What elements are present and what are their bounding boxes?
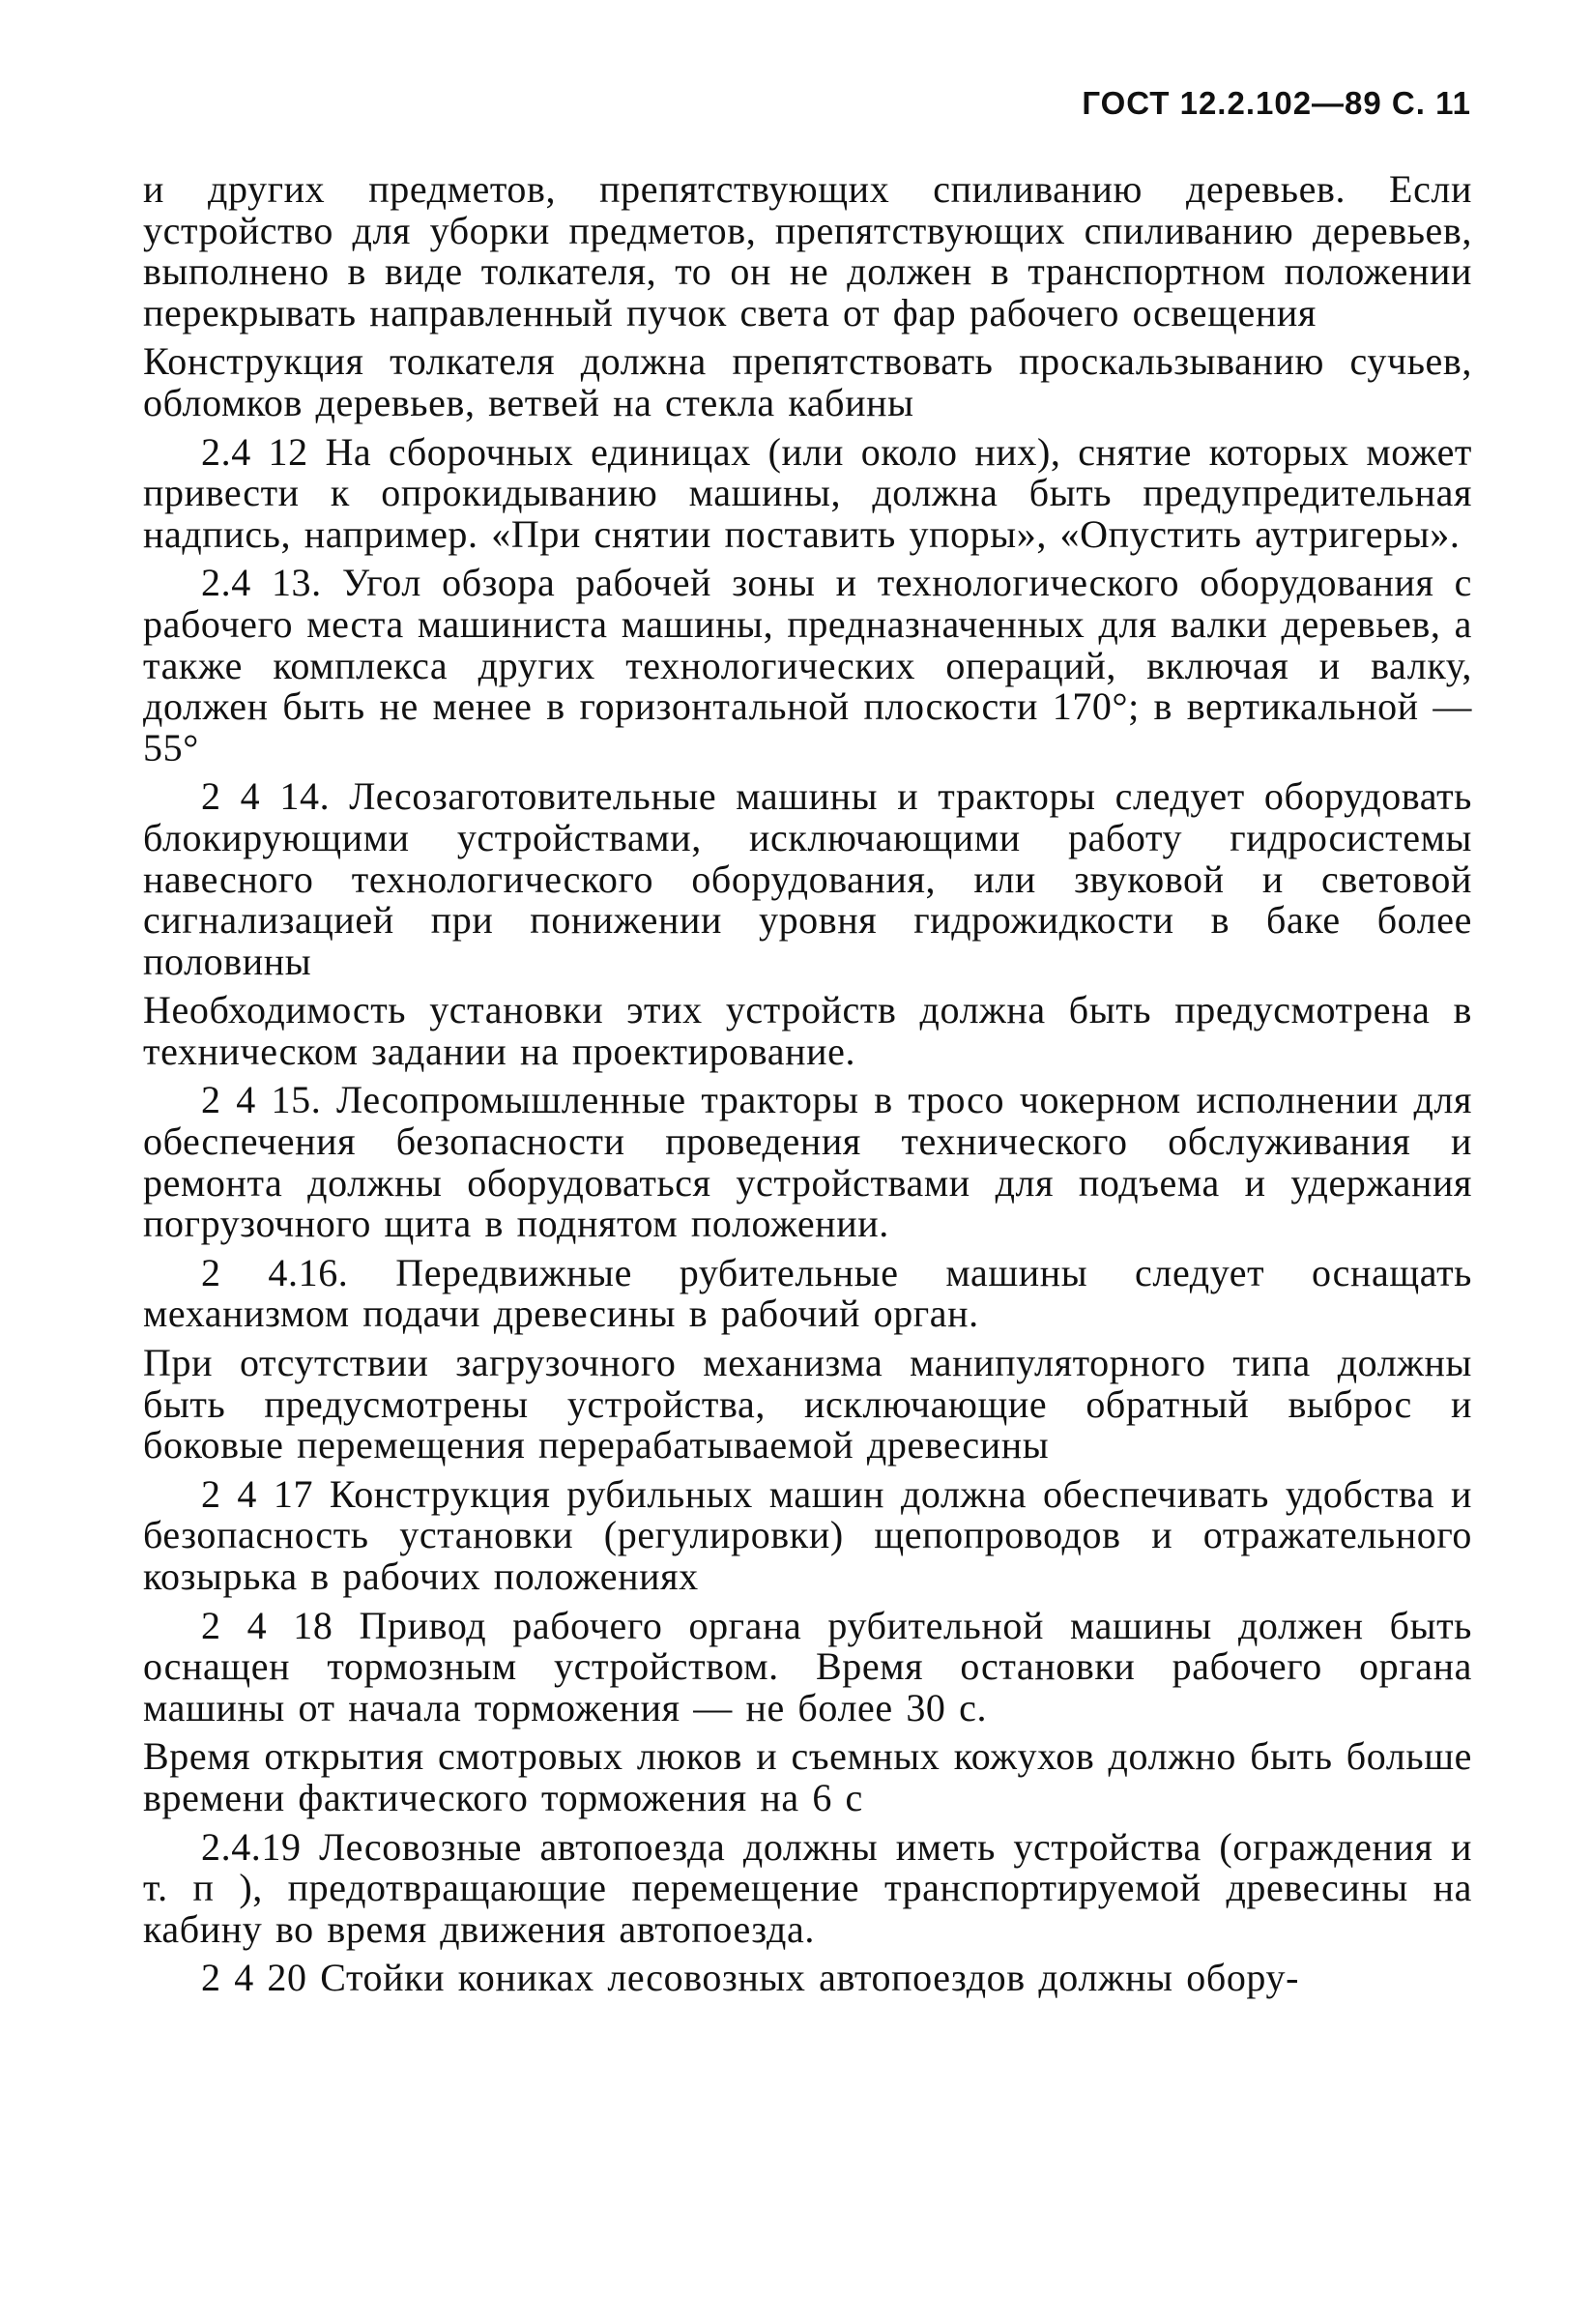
paragraph-2-4-13: 2.4 13. Угол обзора рабочей зоны и технологического оборудования с рабочего места машиниста машины, предназначенных для валки деревьев, а также комплекса других технологических операций, включая и валку, должен быть не менее в горизонтальной плоскости 170°; в вертикальной — 55° <box>143 561 1472 770</box>
paragraph-2-4-18: 2 4 18 Привод рабочего органа рубительной машины должен быть оснащен тормозным устройством. Время остановки рабочего органа машины от начала торможения — не более 30 с. <box>143 1603 1472 1729</box>
body-text <box>143 169 1472 2007</box>
paragraph-2-4-20: 2 4 20 Стойки кониках лесовозных автопоездов должны обору- <box>201 1956 1300 2000</box>
paragraph-2-4-17: 2 4 17 Конструкция рубильных машин должна обеспечивать удобства и безопасность установки (регулировки) щепопроводов и отражательного козырька в рабочих положениях <box>143 1471 1472 1598</box>
paragraph-2-4-14: 2 4 14. Лесозаготовительные машины и тракторы следует оборудовать блокирующими устройствами, исключающими работу гидросистемы навесного технологического оборудования, или звуковой и световой сигнализацией при понижении уровня гидрожидкости в баке более половины <box>143 774 1472 983</box>
paragraph-2-4-15: 2 4 15. Лесопромышленные тракторы в тросо чокерном исполнении для обеспечения безопасности проведения технического обслуживания и ремонта должны оборудоваться устройствами для подъема и удержания погрузочного щита в поднятом положении. <box>143 1078 1472 1246</box>
paragraph-continuation: и других предметов, препятствующих спиливанию деревьев. Если устройство для уборки предметов, препятствующих спиливанию деревьев, выполнено в виде толкателя, то он не должен в транспортном положении перекрывать направленный пучок света от фар рабочего освещения <box>143 167 1472 334</box>
paragraph-necessity: Необходимость установки этих устройств должна быть предусмотрена в техническом задании на проектирование. <box>143 988 1472 1073</box>
paragraph-pusher-design: Конструкция толкателя должна препятствовать проскальзыванию сучьев, обломков деревьев, ветвей на стекла кабины <box>143 339 1472 424</box>
paragraph-2-4-16: 2 4.16. Передвижные рубительные машины следует оснащать механизмом подачи древесины в рабочий орган. <box>143 1250 1472 1336</box>
paragraph-2-4-12: 2.4 12 На сборочных единицах (или около них), снятие которых может привести к опрокидыванию машины, должна быть предупредительная надпись, например. «При снятии поставить упоры», «Опустить аутригеры». <box>143 429 1472 556</box>
paragraph-loading-mechanism: При отсутствии загрузочного механизма манипуляторного типа должны быть предусмотрены устройства, исключающие обратный выброс и боковые перемещения перерабатываемой древесины <box>143 1341 1472 1467</box>
paragraph-2-4-19: 2.4.19 Лесовозные автопоезда должны иметь устройства (ограждения и т. п ), предотвращающие перемещение транспортируемой древесины на кабину во время движения автопоезда. <box>143 1824 1472 1951</box>
running-head: ГОСТ 12.2.102—89 С. 11 <box>1082 85 1471 121</box>
paragraph-opening-time: Время открытия смотровых люков и съемных кожухов должно быть больше времени фактического торможения на 6 с <box>143 1734 1472 1819</box>
